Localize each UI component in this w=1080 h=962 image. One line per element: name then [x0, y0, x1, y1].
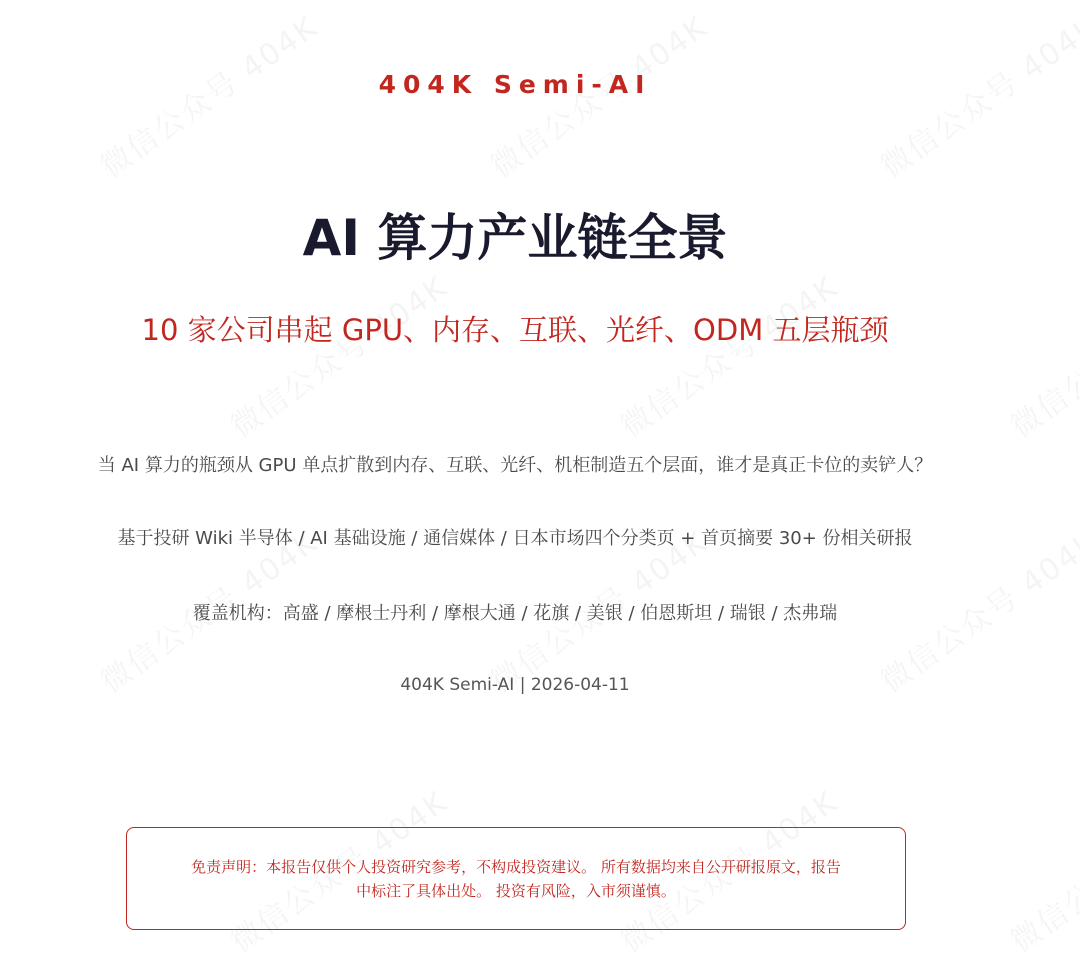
- disclaimer-text: 免责声明：本报告仅供个人投资研究参考，不构成投资建议。 所有数据均来自公开研报原文，报告中标注了具体出处。 投资有风险，入市须谨慎。: [191, 857, 841, 900]
- covered-institutions: 覆盖机构：高盛 / 摩根士丹利 / 摩根大通 / 花旗 / 美银 / 伯恩斯坦 / 瑞银 / 杰弗瑞: [192, 603, 838, 624]
- page-subtitle: 10 家公司串起 GPU、内存、互联、光纤、ODM 五层瓶颈: [141, 313, 889, 347]
- lead-question: 当 AI 算力的瓶颈从 GPU 单点扩散到内存、互联、光纤、机柜制造五个层面，谁才是真正卡位的卖铲人？: [97, 455, 933, 476]
- page-title: AI 算力产业链全景: [302, 209, 728, 267]
- byline: 404K Semi-AI | 2026-04-11: [400, 675, 630, 695]
- source-basis: 基于投研 Wiki 半导体 / AI 基础设施 / 通信媒体 / 日本市场四个分类页 + 首页摘要 30+ 份相关研报: [117, 528, 913, 549]
- disclaimer-box: [126, 827, 906, 930]
- brand-name: 404K Semi-AI: [378, 70, 652, 99]
